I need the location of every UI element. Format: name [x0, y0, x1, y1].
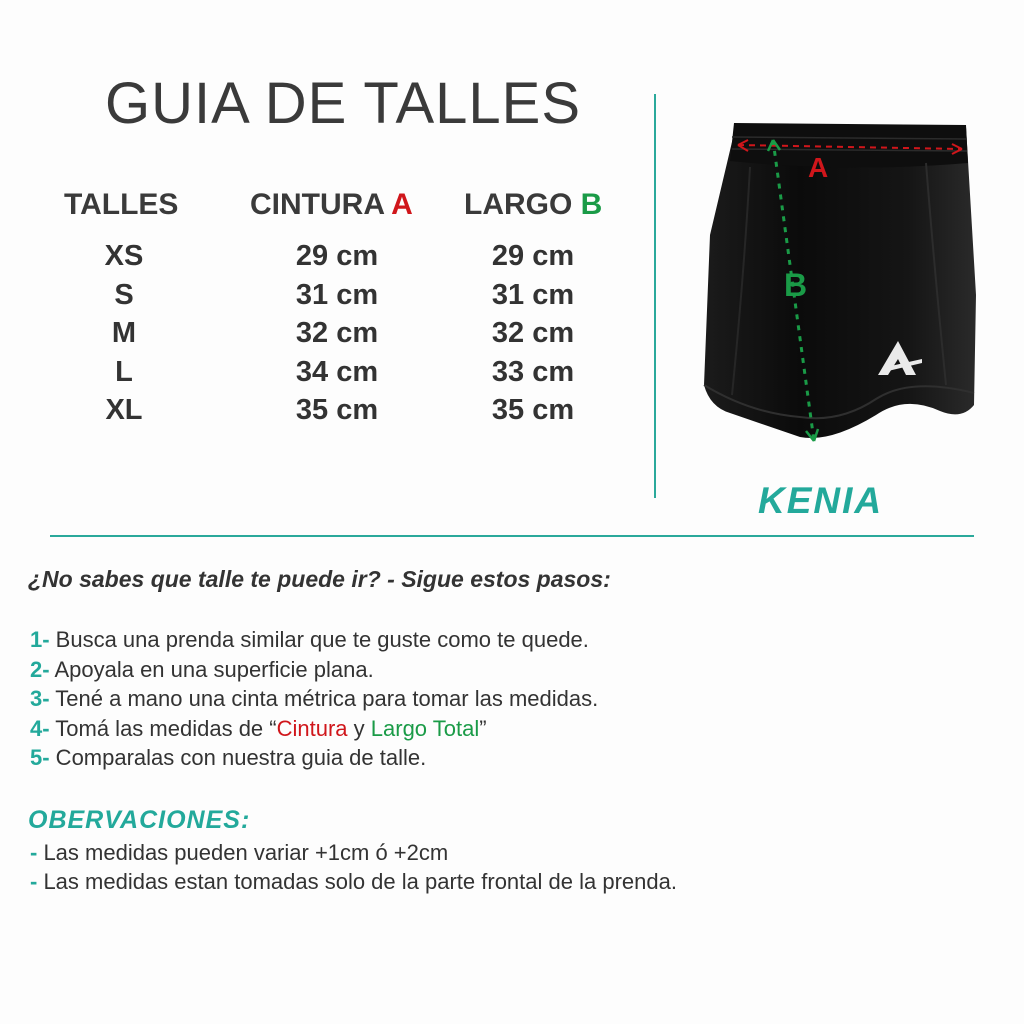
header-talles: TALLES: [64, 188, 179, 221]
list-item: [30, 627, 589, 653]
table-row: [0, 317, 640, 355]
shorts-illustration: [690, 115, 990, 460]
list-item: [30, 869, 677, 895]
size-cell: L: [115, 356, 133, 388]
step-number: 1-: [30, 627, 50, 652]
step-text: Comparalas con nuestra guia de talle.: [49, 745, 427, 770]
observations-title: OBERVACIONES:: [28, 806, 251, 834]
brand-name: KENIA: [758, 480, 884, 521]
step-number: 4-: [30, 716, 50, 741]
length-cell: 33 cm: [491, 356, 575, 388]
step-text-end: ”: [479, 716, 487, 741]
vertical-divider: [654, 94, 656, 498]
note-dash: -: [30, 869, 38, 894]
list-item: [30, 716, 487, 742]
label-a: A: [808, 152, 829, 183]
header-cintura-letter: A: [391, 188, 413, 221]
step-text-mid: y: [347, 716, 371, 741]
step-number: 3-: [30, 686, 50, 711]
list-item: [30, 657, 374, 683]
list-item: [30, 745, 426, 771]
step-text: Tomá las medidas de “: [49, 716, 277, 741]
header-cintura-label: CINTURA: [250, 188, 384, 221]
page-title: GUIA DE TALLES: [105, 71, 582, 136]
step-number: 2-: [30, 657, 50, 682]
table-row: [0, 356, 640, 394]
size-cell: XS: [104, 240, 144, 272]
guide-question: ¿No sabes que talle te puede ir? - Sigue estos pasos:: [28, 566, 611, 592]
size-cell: S: [114, 279, 134, 311]
table-row: [0, 240, 640, 278]
waist-cell: 34 cm: [295, 356, 379, 388]
header-largo-label: LARGO: [464, 188, 573, 221]
step-text: Apoyala en una superficie plana.: [49, 657, 374, 682]
step-text: Busca una prenda similar que te guste como te quede.: [49, 627, 589, 652]
length-cell: 31 cm: [491, 279, 575, 311]
size-cell: M: [111, 317, 137, 349]
step-text: Tené a mano una cinta métrica para tomar las medidas.: [49, 686, 599, 711]
length-cell: 29 cm: [491, 240, 575, 272]
size-cell: XL: [105, 394, 143, 426]
note-dash: -: [30, 840, 38, 865]
waist-cell: 29 cm: [295, 240, 379, 272]
table-row: [0, 279, 640, 317]
waist-cell: 31 cm: [295, 279, 379, 311]
note-text: Las medidas estan tomadas solo de la parte frontal de la prenda.: [37, 869, 677, 894]
table-row: [0, 394, 640, 432]
note-text: Las medidas pueden variar +1cm ó +2cm: [37, 840, 449, 865]
step-number: 5-: [30, 745, 50, 770]
header-largo-letter: B: [580, 188, 603, 221]
list-item: [30, 686, 598, 712]
length-cell: 32 cm: [491, 317, 575, 349]
horizontal-divider: [50, 535, 974, 537]
step-highlight-largo: Largo Total: [370, 716, 480, 741]
label-b: B: [784, 267, 808, 303]
waist-cell: 35 cm: [295, 394, 379, 426]
header-largo: [464, 188, 602, 222]
list-item: [30, 840, 448, 866]
header-cintura: [250, 188, 413, 222]
waist-cell: 32 cm: [295, 317, 379, 349]
step-highlight-cintura: Cintura: [276, 716, 348, 741]
length-cell: 35 cm: [491, 394, 575, 426]
